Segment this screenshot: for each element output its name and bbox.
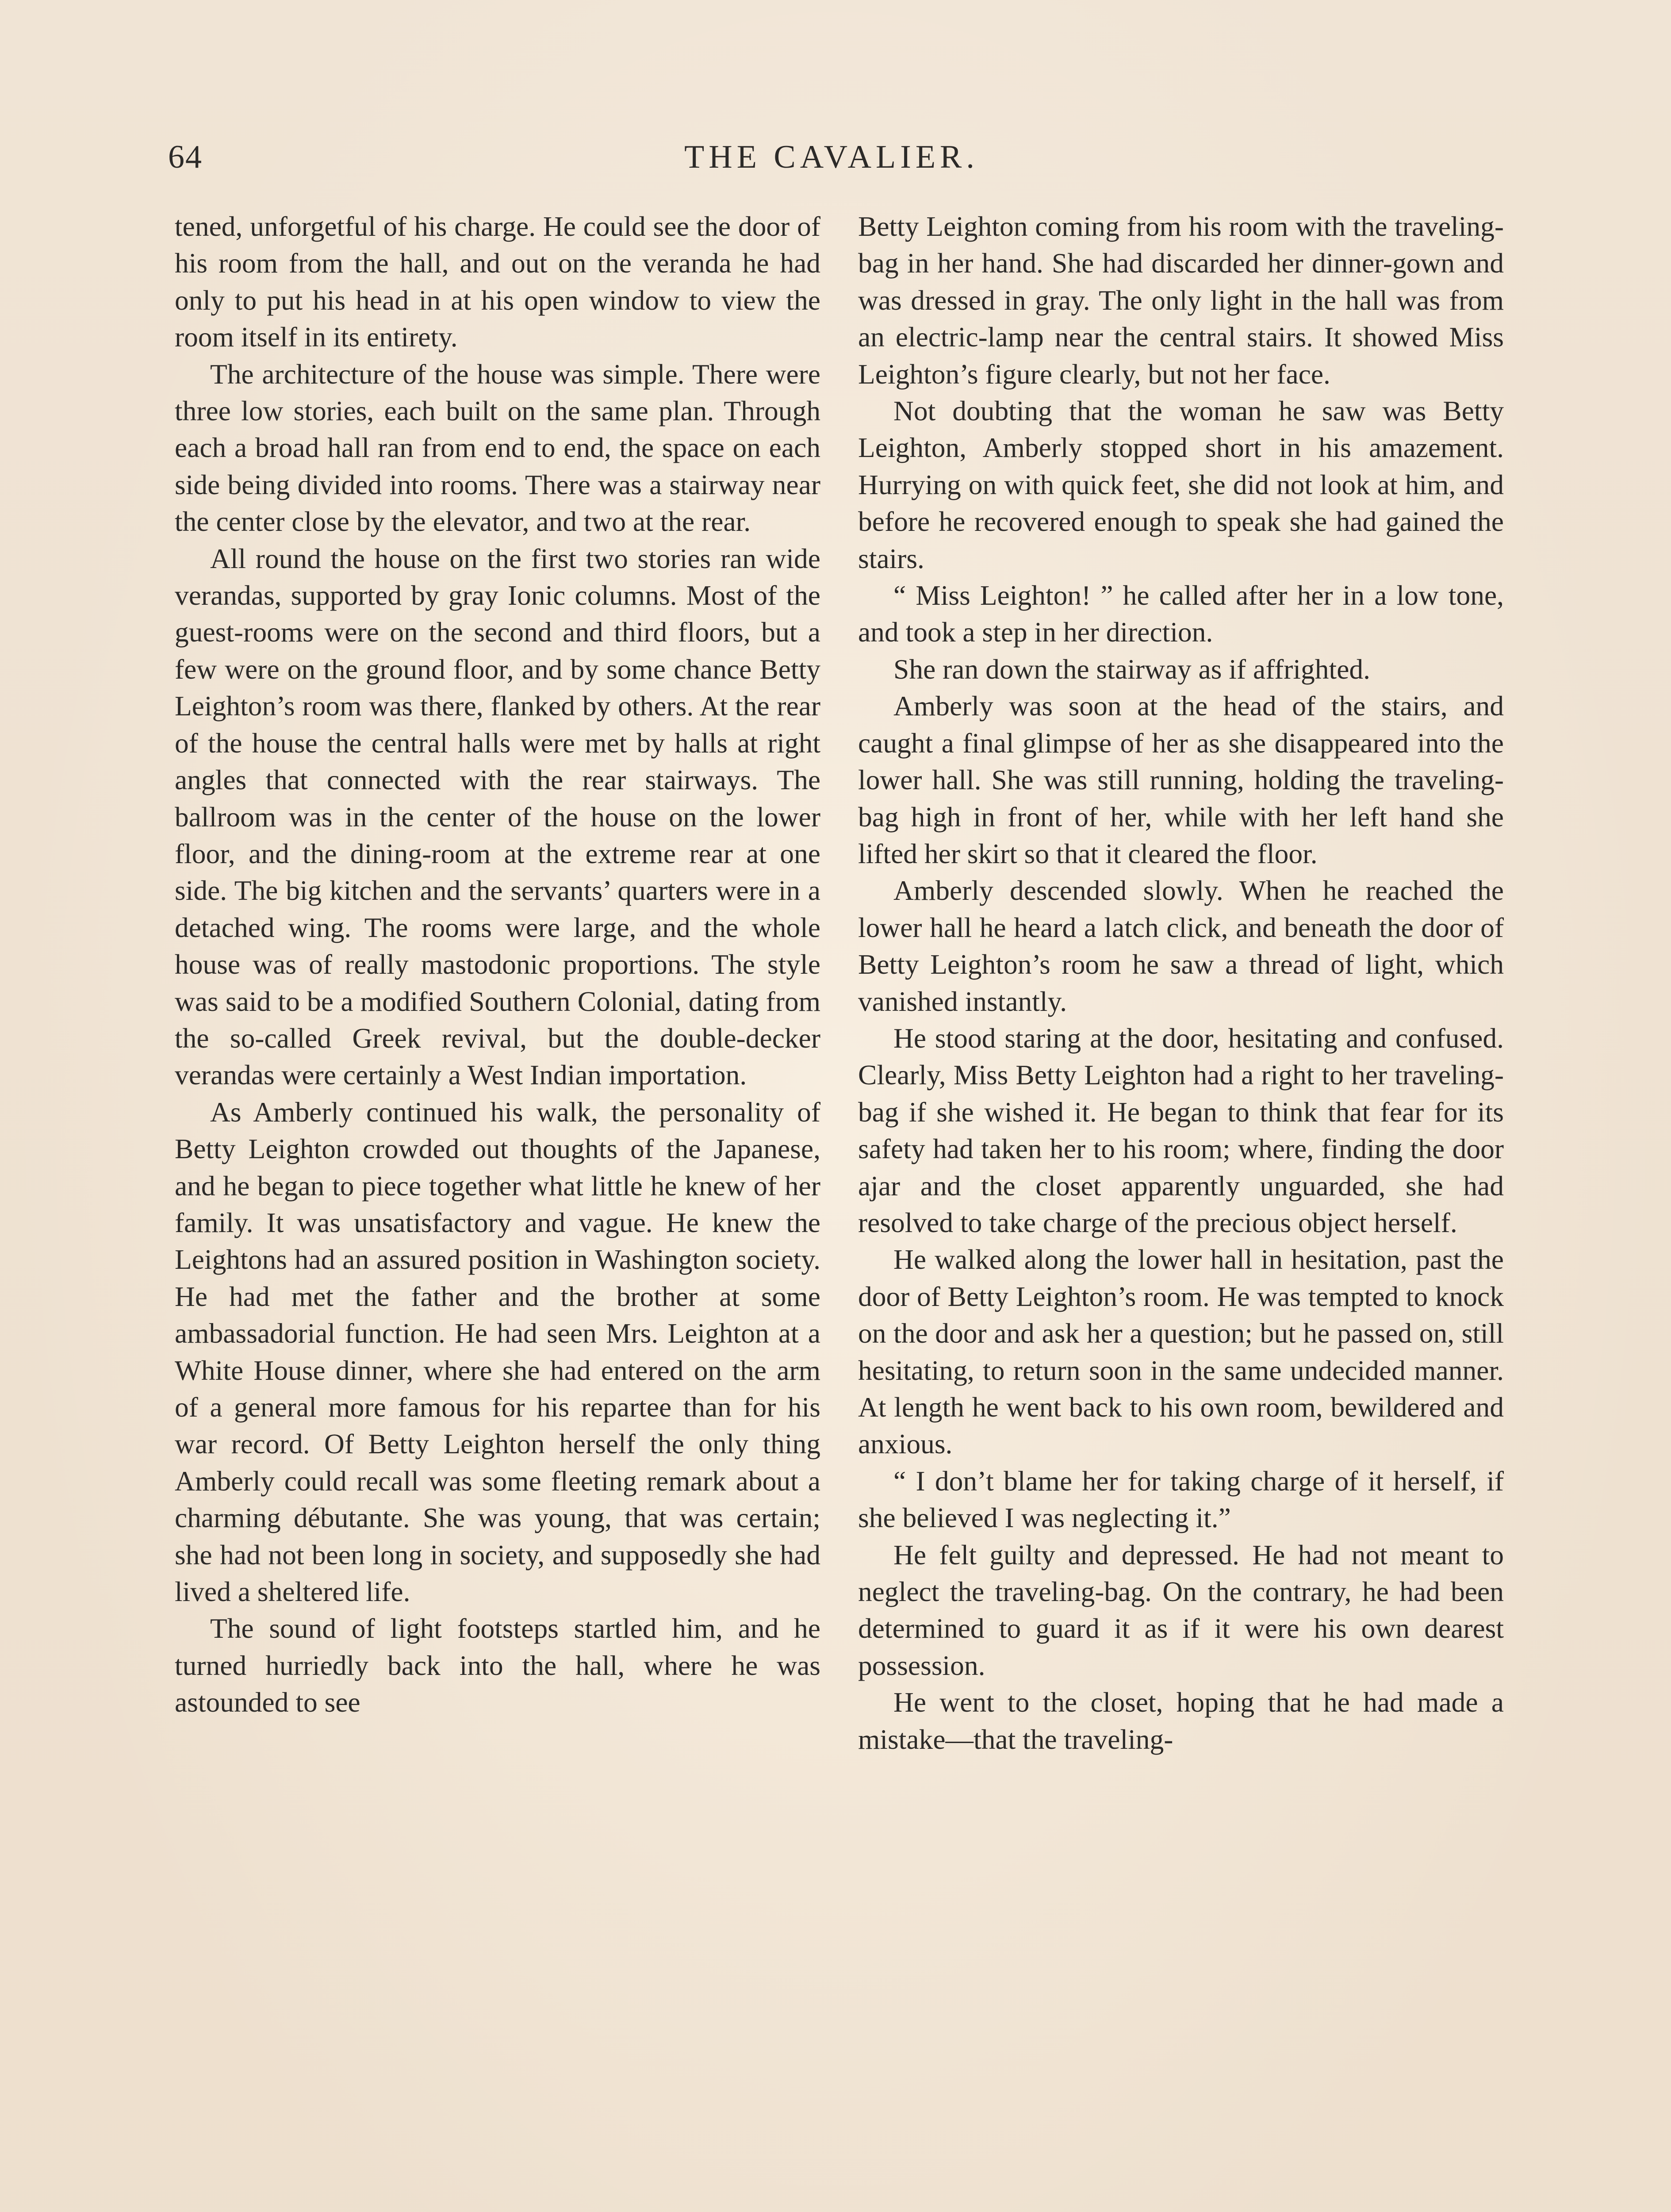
paragraph: “ Miss Leighton! ” he called after her in a low tone, and took a step in her direction. [858,580,1504,648]
paragraph: Betty Leighton coming from his room with the traveling-bag in her hand. She had discarded her dinner-gown and was dressed in gray. The only light in the hall was from an electric-lamp near the central stairs. It showed Miss Leighton’s figure clearly, but not her face. [858,211,1504,390]
page-header [168,133,1495,181]
page-number: 64 [168,139,203,175]
left-column [175,208,820,1721]
paragraph: He went to the closet, hoping that he had made a mistake—that the traveling- [858,1686,1504,1755]
running-head: THE CAVALIER. [684,139,979,175]
paragraph: He walked along the lower hall in hesitation, past the door of Betty Leighton’s room. He was tempted to knock on the door and ask her a question; but he passed on, still hesitating, to return soon in the same undecided manner. At length he went back to his own room, bewildered and anxious. [858,1244,1504,1460]
paragraph: The sound of light footsteps startled him, and he turned hurriedly back into the hall, where he was astounded to see [175,1613,820,1718]
paragraph: All round the house on the first two stories ran wide verandas, supported by gray Ionic columns. Most of the guest-rooms were on the second and third floors, but a few were on the ground floor, and by some chance Betty Leighton’s room was there, flanked by others. At the rear of the house the central halls were met by halls at right angles that connected with the rear stairways. The ballroom was in the center of the house on the lower floor, and the dining-room at the extreme rear at one side. The big kitchen and the servants’ quarters were in a detached wing. The rooms were large, and the whole house was of really mastodonic proportions. The style was said to be a modified Southern Colonial, dating from the so-called Greek revival, but the double-decker verandas were certainly a West Indian importation. [175,542,820,1091]
paragraph: Amberly descended slowly. When he reached the lower hall he heard a latch click, and beneath the door of Betty Leighton’s room he saw a thread of light, which vanished instantly. [858,875,1504,1017]
paragraph: The architecture of the house was simple. There were three low stories, each built on the same plan. Through each a broad hall ran from end to end, the space on each side being divided into rooms. There was a stairway near the center close by the elevator, and two at the rear. [175,358,820,538]
paragraph: tened, unforgetful of his charge. He could see the door of his room from the hall, and out on the veranda he had only to put his head in at his open window to view the room itself in its entirety. [175,211,820,353]
paragraph: Amberly was soon at the head of the stairs, and caught a final glimpse of her as she disappeared into the lower hall. She was still running, holding the traveling-bag high in front of her, while with her left hand she lifted her skirt so that it cleared the floor. [858,690,1504,869]
paragraph: He felt guilty and depressed. He had not meant to neglect the traveling-bag. On the contrary, he had been determined to guard it as if it were his own dearest possession. [858,1539,1504,1681]
paragraph: “ I don’t blame her for taking charge of it herself, if she believed I was neglecting it.” [858,1465,1504,1534]
right-column [858,208,1504,1758]
paragraph: He stood staring at the door, hesitating and confused. Clearly, Miss Betty Leighton had a right to her traveling-bag if she wished it. He began to think that fear for its safety had taken her to his room; where, finding the door ajar and the closet apparently unguarded, she had resolved to take charge of the precious object herself. [858,1022,1504,1238]
paragraph: She ran down the stairway as if affrighted. [893,653,1371,685]
paragraph: Not doubting that the woman he saw was Betty Leighton, Amberly stopped short in his amazement. Hurrying on with quick feet, she did not look at him, and before he recovered enough to speak she had gained the stairs. [858,395,1504,574]
paragraph: As Amberly continued his walk, the personality of Betty Leighton crowded out thoughts of the Japanese, and he began to piece together what little he knew of her family. It was unsatisfactory and vague. He knew the Leightons had an assured position in Washington society. He had met the father and the brother at some ambassadorial function. He had seen Mrs. Leighton at a White House dinner, where she had entered on the arm of a general more famous for his repartee than for his war record. Of Betty Leighton herself the only thing Amberly could recall was some fleeting remark about a charming débutante. She was young, that was certain; she had not been long in society, and supposedly she had lived a sheltered life. [175,1096,820,1608]
